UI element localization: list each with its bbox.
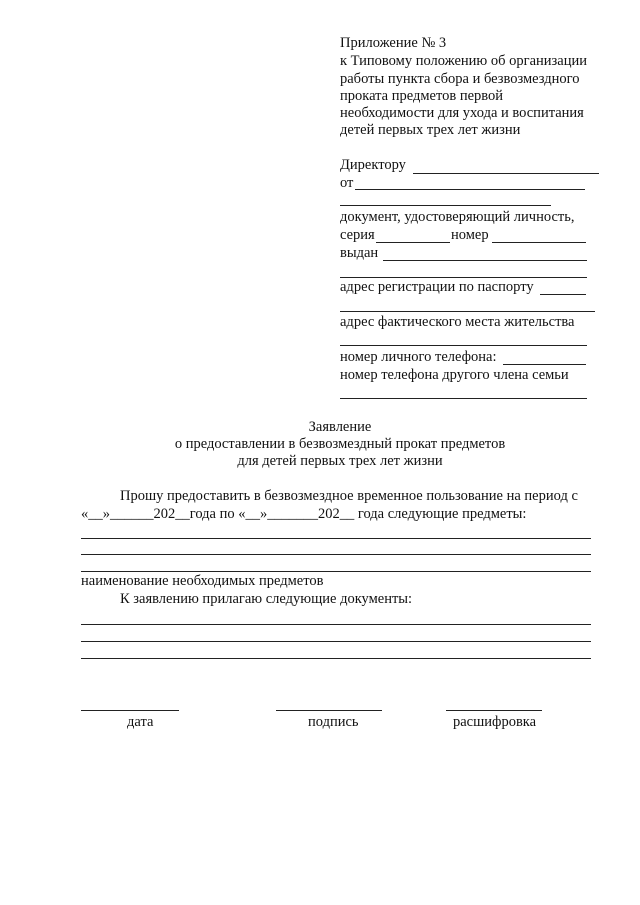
attachments-line-2 [81, 641, 591, 642]
decoding-caption: расшифровка [453, 714, 537, 730]
header-line-1: к Типовому положению об организации [340, 53, 587, 69]
number-label: номер [451, 227, 489, 243]
series-line [376, 242, 450, 243]
issued-line [383, 260, 587, 261]
items-line-3 [81, 571, 591, 572]
issued-label: выдан [340, 245, 379, 261]
request-text: Прошу предоставить в безвозмездное временное пользование на период с [120, 488, 578, 504]
number-line [492, 242, 586, 243]
series-label: серия [340, 227, 375, 243]
period-text: «__»______202__года по «__»_______202__ года следующие предметы: [81, 506, 527, 522]
from-line-2 [340, 205, 551, 206]
signature-caption: подпись [308, 714, 359, 730]
attachments-line-3 [81, 658, 591, 659]
appendix-number: Приложение № 3 [340, 35, 447, 51]
statement-title: Заявление [308, 419, 372, 435]
registration-address-label: адрес регистрации по паспорту [340, 279, 534, 295]
date-line [81, 710, 179, 711]
actual-address-label: адрес фактического места жительства [340, 314, 575, 330]
from-label: от [340, 175, 354, 191]
items-caption: наименование необходимых предметов [81, 573, 324, 589]
signature-line [276, 710, 382, 711]
items-line-1 [81, 538, 591, 539]
attachments-text: К заявлению прилагаю следующие документы: [120, 591, 413, 607]
personal-phone-label: номер личного телефона: [340, 349, 497, 365]
header-line-4: необходимости для ухода и воспитания [340, 105, 584, 121]
registration-address-line-2 [340, 311, 595, 312]
director-label: Директору [340, 157, 406, 173]
family-phone-label: номер телефона другого члена семьи [340, 367, 569, 383]
from-line [355, 189, 585, 190]
date-caption: дата [127, 714, 154, 730]
statement-subtitle-2: для детей первых трех лет жизни [237, 453, 443, 469]
director-line [413, 173, 599, 174]
header-line-3: проката предметов первой [340, 88, 504, 104]
decoding-line [446, 710, 542, 711]
statement-subtitle-1: о предоставлении в безвозмездный прокат предметов [174, 436, 506, 452]
actual-address-line [340, 345, 587, 346]
attachments-line-1 [81, 624, 591, 625]
registration-address-line [540, 294, 586, 295]
issued-line-2 [340, 277, 587, 278]
header-line-2: работы пункта сбора и безвозмездного [340, 71, 580, 87]
header-line-5: детей первых трех лет жизни [340, 122, 521, 138]
items-line-2 [81, 554, 591, 555]
id-document-label: документ, удостоверяющий личность, [340, 209, 575, 225]
personal-phone-line [503, 364, 586, 365]
family-phone-line [340, 398, 587, 399]
